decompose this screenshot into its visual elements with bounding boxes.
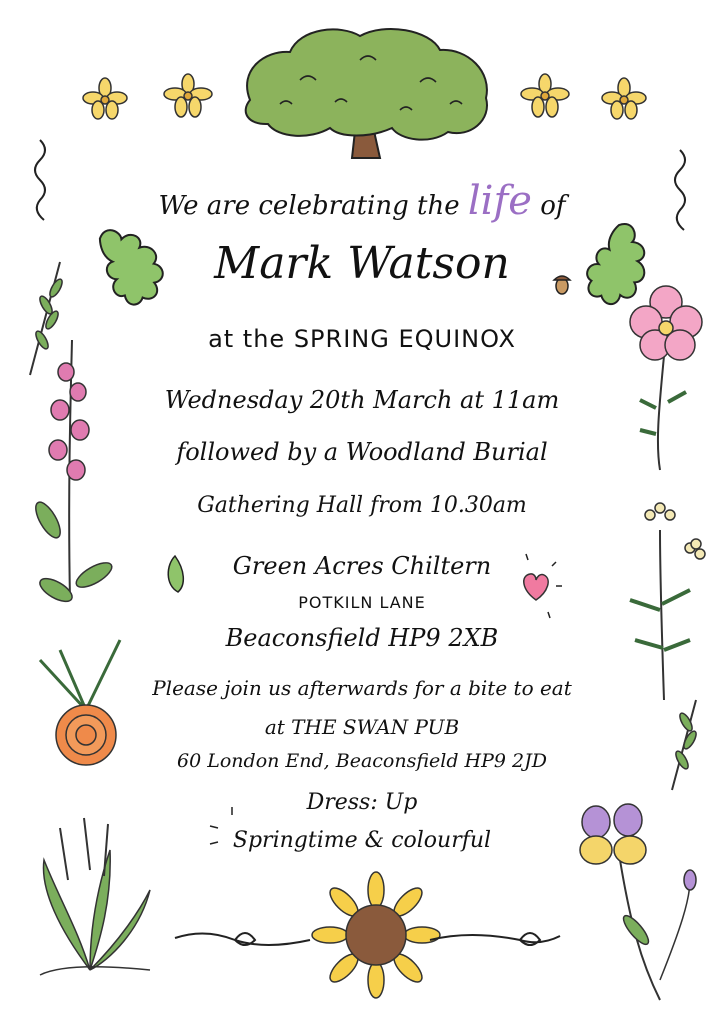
sunflower-icon xyxy=(312,872,440,998)
venue-town: Beaconsfield HP9 2XB xyxy=(225,624,499,652)
intro-before: We are celebrating the xyxy=(158,191,460,221)
burial-line: followed by a Woodland Burial xyxy=(176,438,548,466)
buttercup-icon xyxy=(521,74,569,117)
pub-address: 60 London End, Beaconsfield HP9 2JD xyxy=(177,750,547,772)
pub-name: at THE SWAN PUB xyxy=(264,715,460,739)
occasion-line: at the SPRING EQUINOX xyxy=(208,325,516,353)
tree-icon xyxy=(246,29,487,158)
venue-name: Green Acres Chiltern xyxy=(232,552,492,580)
fern-sprig-icon xyxy=(672,700,698,790)
date-line: Wednesday 20th March at 11am xyxy=(164,386,560,414)
swirl-icon xyxy=(175,933,310,945)
buttercup-icon xyxy=(602,78,646,119)
buttercup-icon xyxy=(164,74,212,117)
intro-highlight: life xyxy=(467,178,532,224)
buttercup-icon xyxy=(83,78,127,119)
dress-line: Dress: Up xyxy=(306,790,418,815)
person-name: Mark Watson xyxy=(214,238,510,289)
swirl-icon xyxy=(430,933,560,945)
marigold-icon xyxy=(40,640,120,765)
gathering-line: Gathering Hall from 10.30am xyxy=(197,493,527,518)
after-line: Please join us afterwards for a bite to eat xyxy=(152,676,572,700)
intro-after: of xyxy=(540,191,566,221)
dress-detail: Springtime & colourful xyxy=(232,828,492,853)
venue-street: POTKILN LANE xyxy=(298,593,426,612)
intro-line xyxy=(0,178,724,224)
